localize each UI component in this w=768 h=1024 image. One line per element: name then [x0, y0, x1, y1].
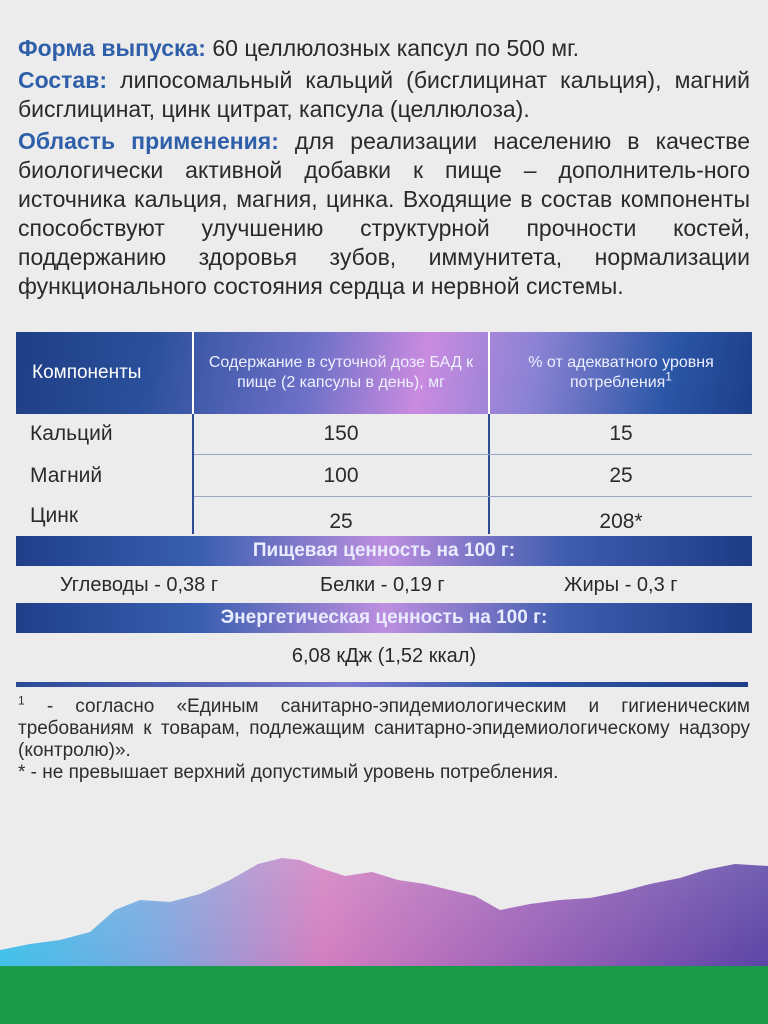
usage-paragraph — [18, 127, 750, 301]
usage-label: Область применения: — [18, 128, 279, 154]
footnote-1-text: - согласно «Единым санитарно-эпидемиологическим и гигиеническим требованиям к товарам, подлежащим санитарно-эпидемиологическому надзору (контролю)». — [18, 696, 750, 761]
composition-paragraph — [18, 66, 750, 124]
row-dose: 100 — [323, 464, 359, 487]
mountain-highlight — [0, 858, 768, 966]
nutrition-protein: Белки - 0,19 г — [320, 573, 445, 596]
mountain-illustration — [0, 840, 768, 1024]
header-percent-text: % от адекватного уровня потребления — [528, 354, 714, 391]
bottom-rule — [16, 682, 748, 687]
release-form-text: 60 целлюлозных капсул по 500 мг. — [205, 35, 580, 61]
grass-strip — [0, 966, 768, 1024]
release-form-label: Форма выпуска: — [18, 35, 206, 61]
header-percent-sup: 1 — [665, 369, 672, 384]
header-components: Компоненты — [32, 362, 142, 383]
energy-row — [16, 636, 752, 676]
row-percent: 208* — [599, 510, 643, 533]
row-name: Кальций — [30, 422, 113, 445]
energy-title: Энергетическая ценность на 100 г: — [16, 603, 752, 633]
release-form-paragraph — [18, 34, 750, 63]
nutrition-row — [16, 566, 752, 604]
footnote-2: * - не превышает верхний допустимый уровень потребления. — [18, 762, 559, 783]
header-percent — [490, 332, 752, 414]
nutrition-title: Пищевая ценность на 100 г: — [16, 536, 752, 566]
table-row — [16, 456, 752, 496]
table-row — [16, 414, 752, 454]
row-divider — [194, 454, 752, 455]
row-dose: 25 — [329, 510, 353, 533]
row-name: Магний — [30, 464, 103, 487]
row-percent: 25 — [609, 464, 633, 487]
header-daily-dose: Содержание в суточной дозе БАД к пище (2 капсулы в день), мг — [208, 354, 474, 391]
row-percent: 15 — [609, 422, 633, 445]
table-header — [16, 332, 752, 414]
composition-label: Состав: — [18, 67, 108, 93]
composition-text: липосомальный кальций (бисглицинат кальция), магний бисглицинат, цинк цитрат, капсула (целлюлоза). — [18, 67, 750, 122]
row-dose: 150 — [323, 422, 359, 445]
usage-text: для реализации населению в качестве биологически активной добавки к пище – дополнитель-ного источника кальция, магния, цинка. Входящие в состав компоненты способствуют улучшению структурной прочности костей, поддержанию здоровья зубов, иммунитета, нормализации функционального состояния сердца и нервной системы. — [18, 128, 750, 299]
energy-value: 6,08 кДж (1,52 ккал) — [291, 644, 477, 667]
nutrition-fat: Жиры - 0,3 г — [564, 573, 678, 596]
row-name: Цинк — [30, 504, 79, 527]
table-row — [16, 496, 752, 536]
footnote-1 — [18, 693, 750, 762]
footnote-1-mark: 1 — [18, 693, 25, 708]
footnotes — [18, 693, 750, 784]
nutrition-carbs: Углеводы - 0,38 г — [60, 573, 219, 596]
